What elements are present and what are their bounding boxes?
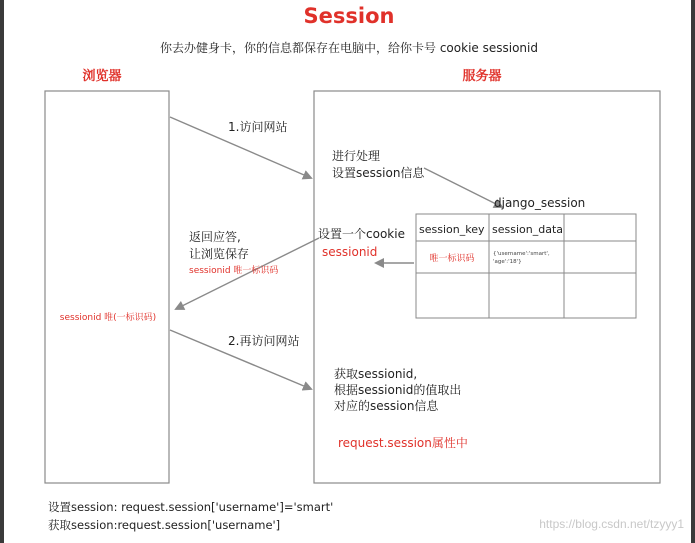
watermark: https://blog.csdn.net/tzyyy1 bbox=[539, 517, 684, 531]
server-request-note: request.session属性中 bbox=[338, 436, 468, 450]
server-process-line1: 进行处理 bbox=[332, 149, 381, 163]
table-cell-key: 唯一标识码 bbox=[429, 254, 475, 264]
label-response-line2: 让浏览保存 bbox=[189, 247, 250, 261]
label-response-line3: sessionid 唯一标识码 bbox=[189, 266, 279, 276]
server-heading: 服务器 bbox=[462, 69, 502, 84]
label-visit-1: 1.访问网站 bbox=[228, 120, 288, 134]
server-get-line2: 根据sessionid的值取出 bbox=[334, 383, 462, 397]
code-get-session: 获取session:request.session['username'] bbox=[48, 518, 281, 532]
table-cell-data-line2: 'age':'18'} bbox=[493, 259, 522, 265]
table-header-session-key: session_key bbox=[419, 223, 485, 236]
slide bbox=[4, 0, 691, 543]
table-header-session-data: session_data bbox=[492, 223, 563, 236]
diagram-title: Session bbox=[303, 4, 395, 28]
session-diagram bbox=[4, 0, 691, 543]
label-visit-2: 2.再访问网站 bbox=[228, 334, 300, 348]
table-cell-data-line1: {'username':'smart', bbox=[493, 251, 550, 257]
table-name: django_session bbox=[494, 196, 586, 210]
server-process-line2: 设置session信息 bbox=[332, 166, 425, 180]
browser-sessionid-note: sessionid 唯(一标识码) bbox=[59, 313, 157, 323]
browser-box bbox=[45, 91, 169, 483]
browser-heading: 浏览器 bbox=[82, 69, 122, 84]
server-get-line1: 获取sessionid, bbox=[334, 367, 418, 381]
diagram-subtitle: 你去办健身卡，你的信息都保存在电脑中，给你卡号 cookie sessionid bbox=[160, 41, 538, 55]
server-get-line3: 对应的session信息 bbox=[334, 399, 439, 413]
server-cookie-line1: 设置一个cookie bbox=[318, 227, 405, 241]
label-response-line1: 返回应答, bbox=[189, 230, 241, 244]
code-set-session: 设置session: request.session['username']='smart' bbox=[48, 500, 334, 514]
server-cookie-line2: sessionid bbox=[322, 245, 378, 259]
arrow-process-to-table bbox=[424, 168, 502, 207]
